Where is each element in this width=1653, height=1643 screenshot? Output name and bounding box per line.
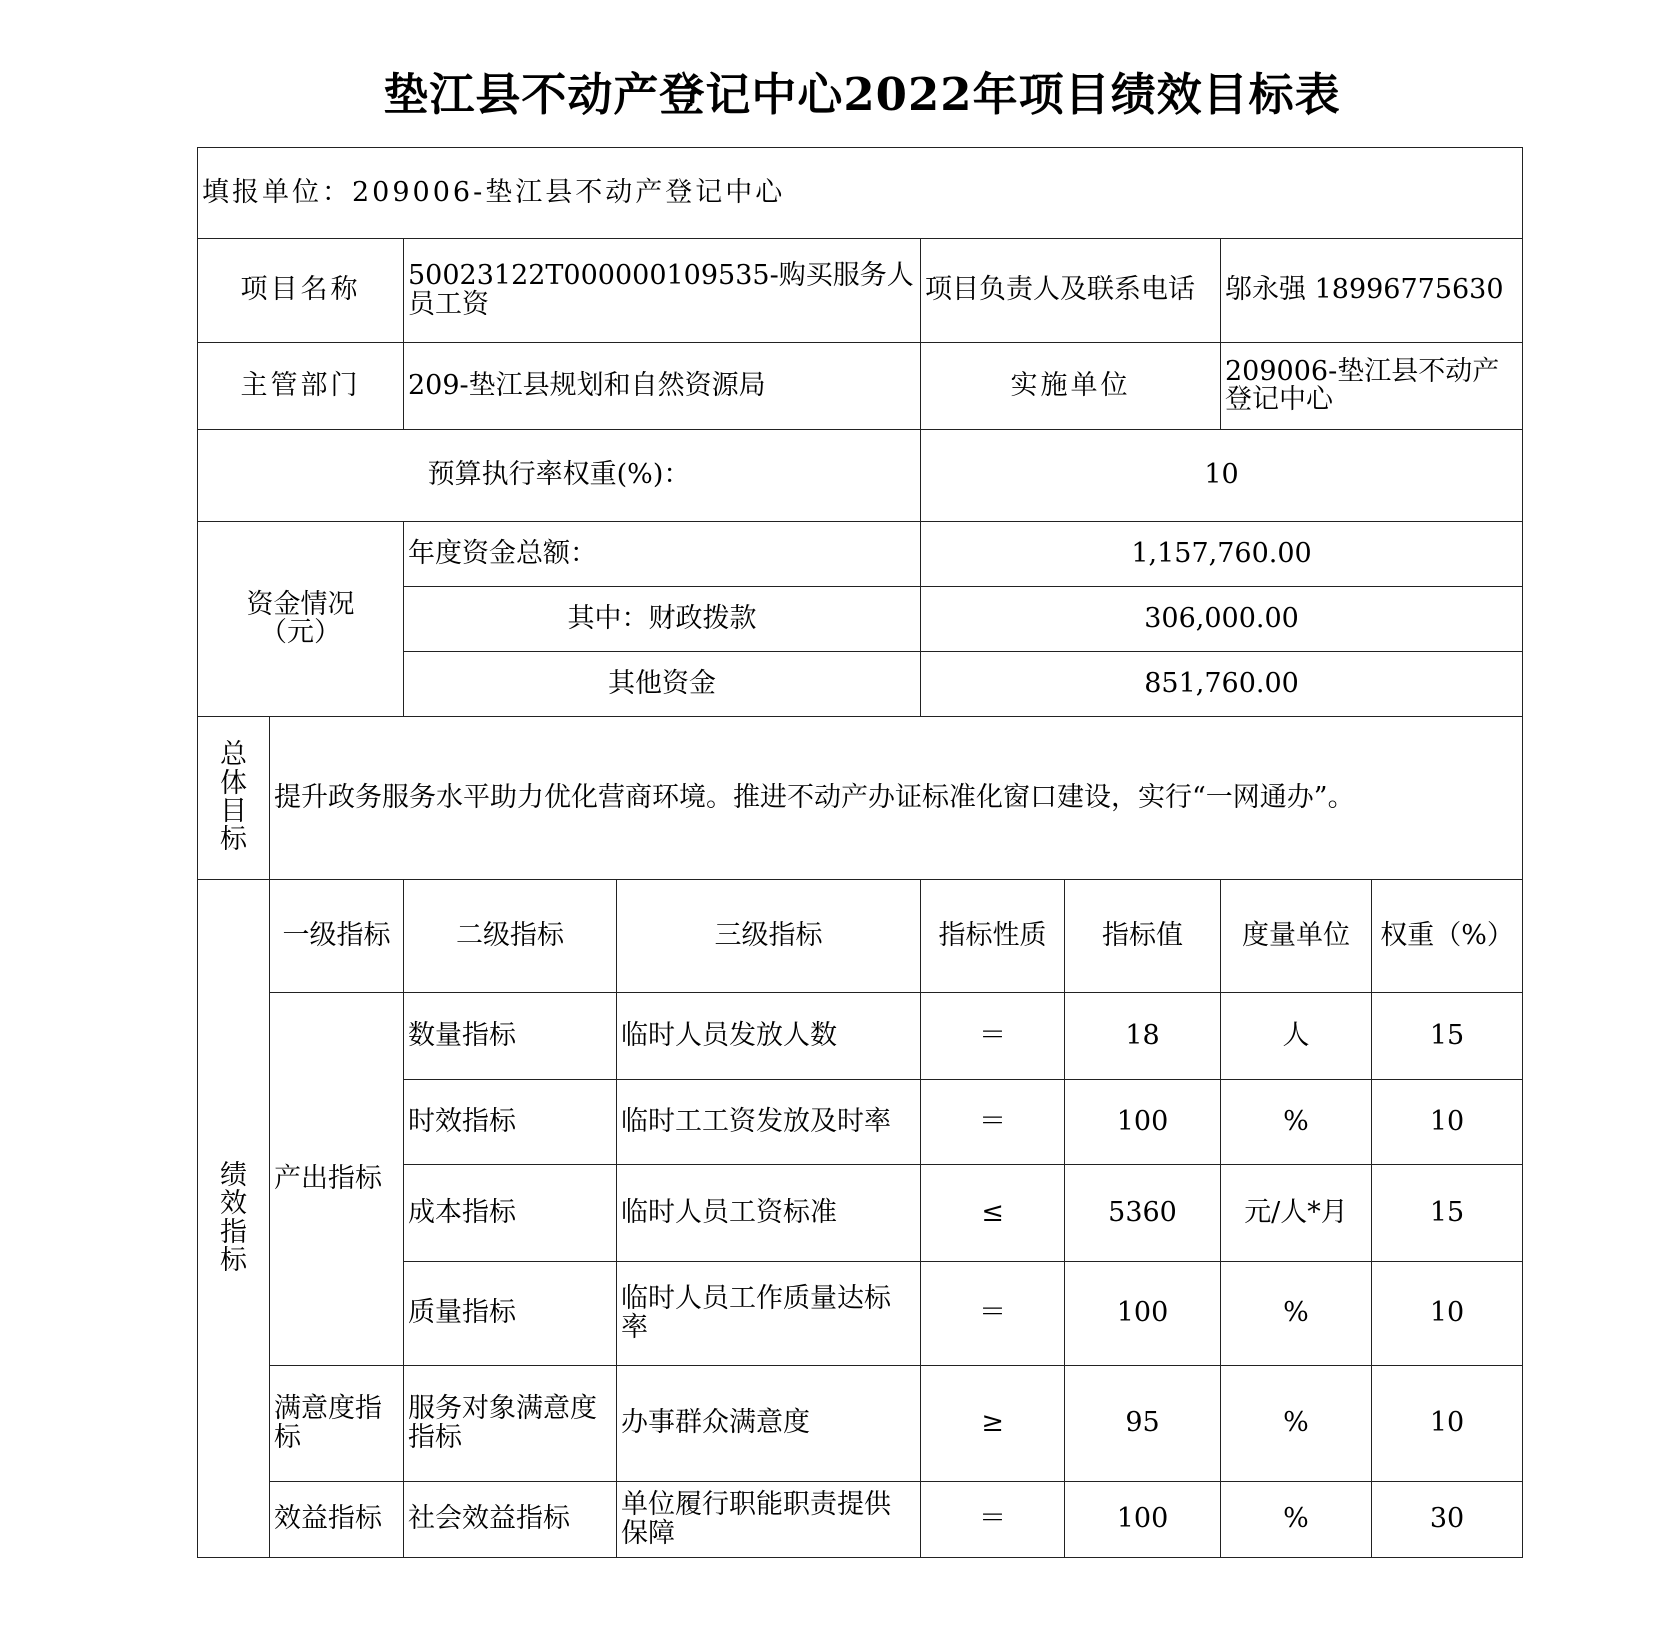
row-nature: ≤: [921, 1165, 1065, 1262]
row-nature: ≥: [921, 1366, 1065, 1482]
row-value: 100: [1065, 1080, 1221, 1165]
goal-text: 提升政务服务水平助力优化营商环境。推进不动产办证标准化窗口建设，实行“一网通办”。: [270, 717, 1523, 880]
row-unit: %: [1221, 1366, 1372, 1482]
row-nature: ＝: [921, 993, 1065, 1080]
contact-label: 项目负责人及联系电话: [921, 239, 1221, 343]
dept-label: 主管部门: [198, 343, 404, 430]
project-name-value: 50023122T000000109535-购买服务人员工资: [404, 239, 921, 343]
header-value: 指标值: [1065, 880, 1221, 993]
row-weight: 10: [1372, 1262, 1523, 1366]
goal-label: 总体目标: [198, 717, 270, 880]
row-level2: 成本指标: [404, 1165, 617, 1262]
reporting-unit: 填报单位：209006-垫江县不动产登记中心: [198, 148, 1523, 239]
table-row: [198, 1482, 1523, 1558]
header-weight: 权重（%）: [1372, 880, 1523, 993]
row-level2: 社会效益指标: [404, 1482, 617, 1558]
header-level2: 二级指标: [404, 880, 617, 993]
row-unit: %: [1221, 1262, 1372, 1366]
row-level2: 质量指标: [404, 1262, 617, 1366]
group-satisfaction: 满意度指标: [270, 1366, 404, 1482]
budget-rate-value: 10: [921, 430, 1523, 522]
row-nature: ＝: [921, 1080, 1065, 1165]
contact-value: 邬永强 18996775630: [1221, 239, 1523, 343]
funds-fiscal-label: 其中：财政拨款: [404, 587, 921, 652]
row-level3: 临时人员发放人数: [617, 993, 921, 1080]
dept-value: 209-垫江县规划和自然资源局: [404, 343, 921, 430]
row-weight: 30: [1372, 1482, 1523, 1558]
row-weight: 10: [1372, 1366, 1523, 1482]
row-level2: 时效指标: [404, 1080, 617, 1165]
funds-other-label: 其他资金: [404, 652, 921, 717]
row-level3: 临时人员工资标准: [617, 1165, 921, 1262]
row-value: 18: [1065, 993, 1221, 1080]
funds-label: 资金情况（元）: [198, 522, 404, 717]
header-nature: 指标性质: [921, 880, 1065, 993]
row-weight: 15: [1372, 993, 1523, 1080]
group-benefit: 效益指标: [270, 1482, 404, 1558]
row-unit: %: [1221, 1080, 1372, 1165]
row-weight: 10: [1372, 1080, 1523, 1165]
header-unit: 度量单位: [1221, 880, 1372, 993]
row-value: 5360: [1065, 1165, 1221, 1262]
page-title: 垫江县不动产登记中心2022年项目绩效目标表: [383, 68, 1341, 121]
group-output: 产出指标: [270, 993, 404, 1366]
funds-total-label: 年度资金总额：: [404, 522, 921, 587]
row-value: 95: [1065, 1366, 1221, 1482]
performance-table: [197, 147, 1523, 1558]
row-weight: 15: [1372, 1165, 1523, 1262]
row-level3: 临时人员工作质量达标率: [617, 1262, 921, 1366]
row-level3: 办事群众满意度: [617, 1366, 921, 1482]
perf-label: 绩效指标: [198, 880, 270, 1558]
row-unit: %: [1221, 1482, 1372, 1558]
table-row: [198, 1366, 1523, 1482]
row-level3: 单位履行职能职责提供保障: [617, 1482, 921, 1558]
row-value: 100: [1065, 1262, 1221, 1366]
budget-rate-label: 预算执行率权重(%)：: [198, 430, 921, 522]
row-level2: 服务对象满意度指标: [404, 1366, 617, 1482]
funds-total-value: 1,157,760.00: [921, 522, 1523, 587]
project-name-label: 项目名称: [198, 239, 404, 343]
row-unit: 元/人*月: [1221, 1165, 1372, 1262]
row-level3: 临时工工资发放及时率: [617, 1080, 921, 1165]
row-unit: 人: [1221, 993, 1372, 1080]
header-level3: 三级指标: [617, 880, 921, 993]
funds-fiscal-value: 306,000.00: [921, 587, 1523, 652]
row-level2: 数量指标: [404, 993, 617, 1080]
row-nature: ＝: [921, 1482, 1065, 1558]
table-row: [198, 993, 1523, 1080]
row-value: 100: [1065, 1482, 1221, 1558]
impl-value: 209006-垫江县不动产登记中心: [1221, 343, 1523, 430]
header-level1: 一级指标: [270, 880, 404, 993]
funds-other-value: 851,760.00: [921, 652, 1523, 717]
impl-label: 实施单位: [921, 343, 1221, 430]
row-nature: ＝: [921, 1262, 1065, 1366]
